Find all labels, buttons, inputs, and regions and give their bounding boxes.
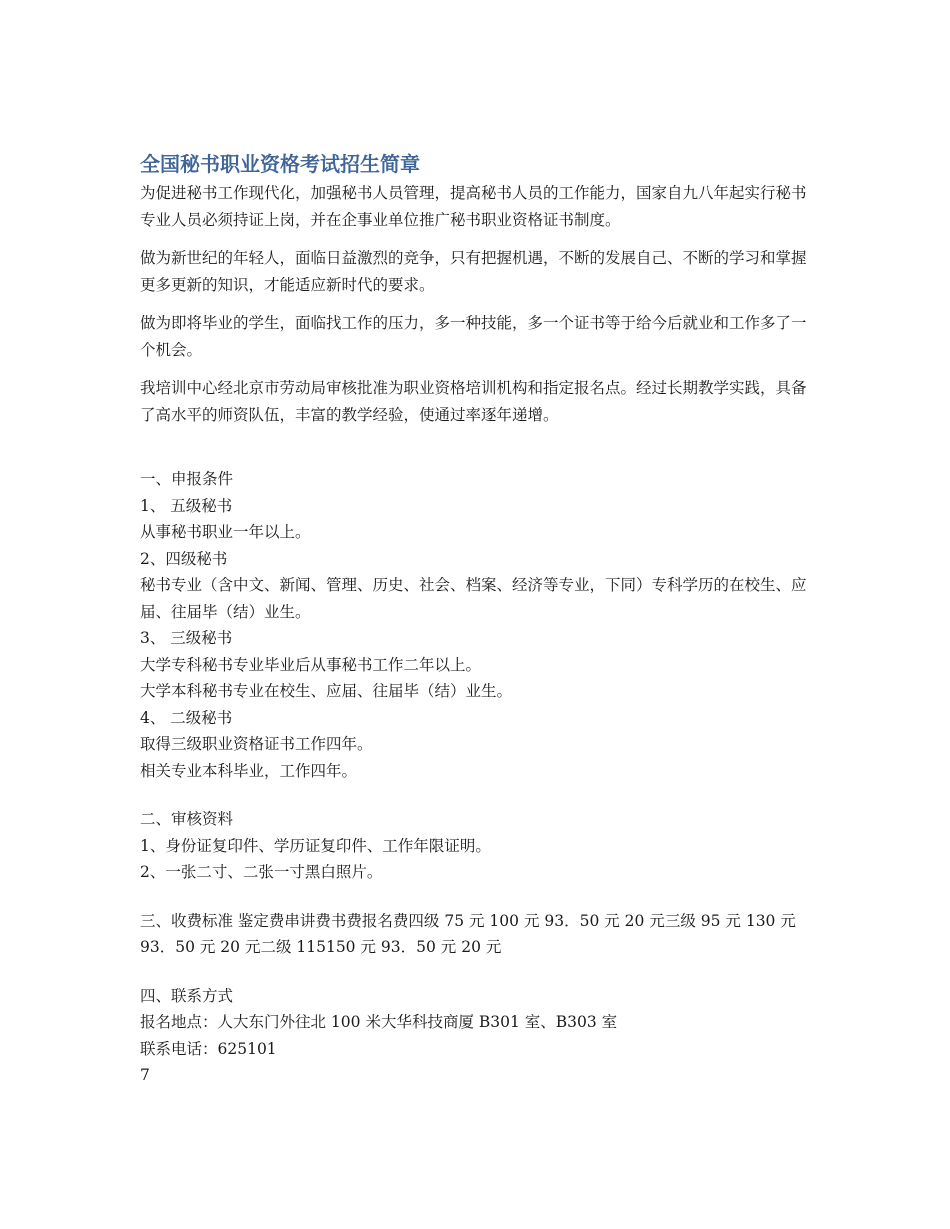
level-requirement: 相关专业本科毕业，工作四年。 <box>140 761 358 780</box>
spacer <box>140 440 810 466</box>
fee-text: 三、收费标准 鉴定费串讲费书费报名费四级 75 元 100 元 93．50 元 20 元三级 95 元 130 元 93．50 元 20 元二级 115150 元 93．50 元 20 元 <box>140 911 796 956</box>
level-requirement: 取得三级职业资格证书工作四年。 <box>140 735 373 753</box>
contact-address: 报名地点：人大东门外往北 100 米大华科技商厦 B301 室、B303 室 <box>140 1013 618 1031</box>
intro-paragraph-3: 做为即将毕业的学生，面临找工作的压力，多一种技能，多一个证书等于给今后就业和工作多了一个机会。 <box>140 314 807 359</box>
level-label: 1、 五级秘书 <box>140 496 233 515</box>
intro-paragraph-1: 为促进秘书工作现代化，加强秘书人员管理，提高秘书人员的工作能力，国家自九八年起实行秘书专业人员必须持证上岗，并在企事业单位推广秘书职业资格证书制度。 <box>140 184 807 229</box>
trailing-text: 7 <box>140 1066 150 1084</box>
level-label: 3、 三级秘书 <box>140 629 233 647</box>
section-heading: 一、申报条件 <box>140 470 234 488</box>
contact-phone: 联系电话：625101 <box>140 1039 277 1058</box>
level-label: 4、 二级秘书 <box>140 708 233 727</box>
document-item: 1、身份证复印件、学历证复印件、工作年限证明。 <box>140 836 491 855</box>
page-title: 全国秘书职业资格考试招生简章 <box>140 152 420 176</box>
document-item: 2、一张二寸、二张一寸黑白照片。 <box>140 863 383 881</box>
level-requirement: 从事秘书职业一年以上。 <box>140 523 311 541</box>
spacer <box>140 886 810 908</box>
intro-paragraph-4: 我培训中心经北京市劳动局审核批准为职业资格培训机构和指定报名点。经过长期教学实践，具备了高水平的师资队伍，丰富的教学经验，使通过率逐年递增。 <box>140 379 807 424</box>
level-requirement: 秘书专业（含中文、新闻、管理、历史、社会、档案、经济等专业，下同）专科学历的在校生、应届、往届毕（结）业生。 <box>140 576 807 621</box>
section-heading: 二、审核资料 <box>140 810 234 828</box>
level-label: 2、四级秘书 <box>140 549 228 568</box>
section-documents <box>140 806 810 886</box>
section-heading: 四、联系方式 <box>140 986 234 1005</box>
section-fees <box>140 908 810 961</box>
spacer <box>140 961 810 983</box>
section-contact <box>140 983 810 1089</box>
document-page <box>140 150 810 1089</box>
spacer <box>140 784 810 806</box>
section-eligibility <box>140 466 810 784</box>
level-requirement: 大学本科秘书专业在校生、应届、往届毕（结）业生。 <box>140 682 513 700</box>
intro-paragraph-2: 做为新世纪的年轻人，面临日益激烈的竞争，只有把握机遇，不断的发展自己、不断的学习和掌握更多更新的知识，才能适应新时代的要求。 <box>140 249 807 294</box>
level-requirement: 大学专科秘书专业毕业后从事秘书工作二年以上。 <box>140 655 482 674</box>
